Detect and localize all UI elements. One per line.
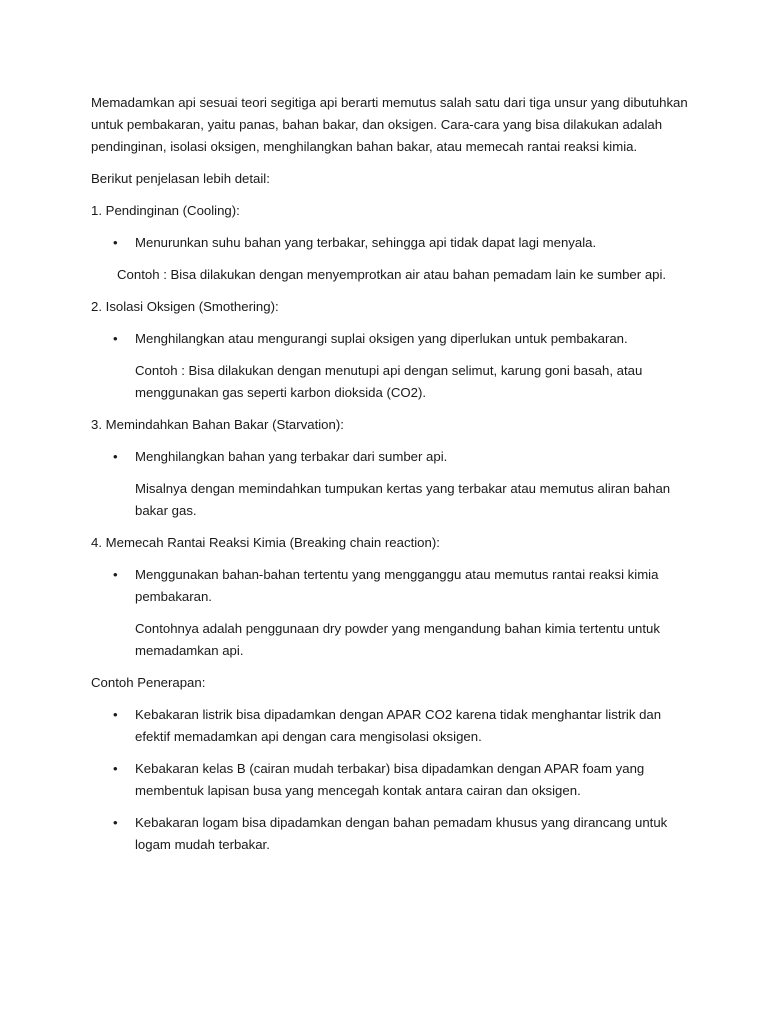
example-text: Kebakaran kelas B (cairan mudah terbakar) bisa dipadamkan dengan APAR foam yang membentuk lapisan busa yang mencegah kontak antara cairan dan oksigen. [135, 761, 645, 798]
section-heading-chain-reaction: 4. Memecah Rantai Reaksi Kimia (Breaking chain reaction): [91, 535, 440, 550]
bullet-icon: • [113, 707, 118, 722]
document-body [91, 92, 691, 866]
list-item [91, 564, 691, 608]
examples-heading: Contoh Penerapan: [91, 675, 206, 690]
section-note-text: Misalnya dengan memindahkan tumpukan kertas yang terbakar atau memutus aliran bahan bakar gas. [135, 481, 671, 518]
section-heading-starvation: 3. Memindahkan Bahan Bakar (Starvation): [91, 417, 344, 432]
section-bullet-text: Menghilangkan bahan yang terbakar dari sumber api. [135, 449, 448, 464]
list-item [91, 812, 691, 856]
bullet-icon: • [113, 449, 118, 464]
bullet-icon: • [113, 567, 118, 582]
section-bullet-text: Menurunkan suhu bahan yang terbakar, sehingga api tidak dapat lagi menyala. [135, 235, 597, 250]
bullet-icon: • [113, 815, 118, 830]
section-note-text: Contoh : Bisa dilakukan dengan menutupi api dengan selimut, karung goni basah, atau menggunakan gas seperti karbon dioksida (CO2). [135, 363, 643, 400]
list-item [91, 328, 691, 350]
bullet-icon: • [113, 761, 118, 776]
example-text: Kebakaran listrik bisa dipadamkan dengan APAR CO2 karena tidak menghantar listrik dan efektif memadamkan api dengan cara mengisolasi oksigen. [135, 707, 662, 744]
list-item [91, 446, 691, 468]
section-bullet-text: Menggunakan bahan-bahan tertentu yang mengganggu atau memutus rantai reaksi kimia pembakaran. [135, 567, 659, 604]
section-note-text: Contohnya adalah penggunaan dry powder yang mengandung bahan kimia tertentu untuk memadamkan api. [135, 621, 660, 658]
bullet-icon: • [113, 235, 118, 250]
intro-paragraph: Memadamkan api sesuai teori segitiga api berarti memutus salah satu dari tiga unsur yang dibutuhkan untuk pembakaran, yaitu panas, bahan bakar, dan oksigen. Cara-cara yang bisa dilakukan adalah pendinginan, isolasi oksigen, menghilangkan bahan bakar, atau memecah rantai reaksi kimia. [91, 95, 688, 154]
example-text: Kebakaran logam bisa dipadamkan dengan bahan pemadam khusus yang dirancang untuk logam mudah terbakar. [135, 815, 668, 852]
section-bullet-text: Menghilangkan atau mengurangi suplai oksigen yang diperlukan untuk pembakaran. [135, 331, 628, 346]
section-heading-cooling: 1. Pendinginan (Cooling): [91, 203, 240, 218]
list-item [91, 758, 691, 802]
section-heading-smothering: 2. Isolasi Oksigen (Smothering): [91, 299, 279, 314]
bullet-icon: • [113, 331, 118, 346]
detail-heading: Berikut penjelasan lebih detail: [91, 171, 270, 186]
list-item [91, 232, 691, 254]
list-item [91, 704, 691, 748]
section-note-text: Contoh : Bisa dilakukan dengan menyemprotkan air atau bahan pemadam lain ke sumber api. [117, 267, 667, 282]
